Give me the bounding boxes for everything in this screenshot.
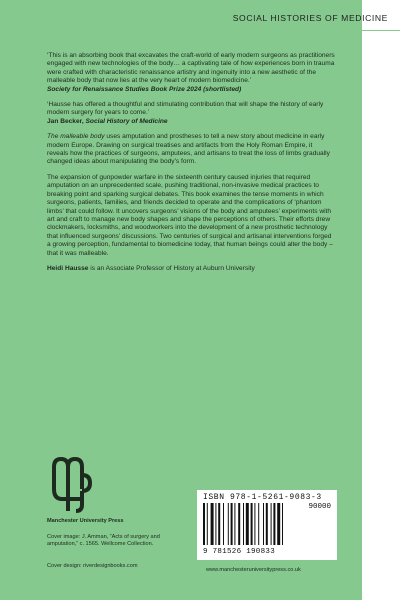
barcode-icon [203, 503, 303, 547]
author-bio [47, 265, 335, 273]
author-bio-text: is an Associate Professor of History at Auburn University [88, 264, 255, 272]
publisher-url: www.manchesteruniversitypress.co.uk [206, 567, 301, 573]
review-quote-2: ‘Hausse has offered a thoughtful and stimulating contribution that will shape the history of early modern surgery for years to come.’ [47, 101, 324, 117]
blurb-paragraph-1 [47, 133, 335, 167]
book-title-inline: The malleable body [47, 133, 105, 141]
mup-logo-icon [48, 455, 96, 515]
isbn-text: ISBN 978-1-5261-9083-3 [203, 493, 322, 502]
review-source-2 [47, 118, 335, 126]
author-name: Heidi Hausse [47, 264, 89, 272]
reviewer-name: Jan Becker, [47, 117, 84, 125]
review-quote-1: ‘This is an absorbing book that excavates the craft-world of early modern surgeons as practitioners engaged with new technologies of the body… a captivating tale of how experiences born in trauma were crafted with characteristic renaissance artistry and ingenuity into a new aesthetic of the malleable body that now lies at the very heart of modern biomedicine.’ [47, 52, 335, 85]
blurb-1-text: uses amputation and prostheses to tell a new story about medicine in early modern Europe. Drawing on surgical treatises and artifacts from the Holy Roman Empire, it reveals how the practices of surgeons, amputees, and artisans to treat the loss of limbs gradually changed ideas about manipulating the body’s form. [47, 133, 330, 166]
reviewer-journal: Social History of Medicine [85, 117, 168, 125]
cover-design-credit: Cover design: riverdesignbooks.com [47, 563, 138, 569]
barcode-panel [197, 490, 337, 560]
series-title: SOCIAL HISTORIES OF MEDICINE [232, 13, 388, 23]
publisher-name: Manchester University Press [47, 518, 124, 524]
review-source-1: Society for Renaissance Studies Book Prize 2024 (shortlisted) [47, 85, 242, 93]
barcode-number: 9 781526 190833 [203, 548, 276, 556]
blurb-paragraph-2: The expansion of gunpowder warfare in the sixteenth century caused injuries that required amputation on an unprecedented scale, pushing traditional, non-invasive medical practices to breaking point and sparking surgical debates. This book examines the tense moments in which surgeons, patients, families, and friends decided to operate and the complications of ‘phantom limbs’ that could follow. It uncovers surgeons’ visions of the body and amputees’ experiments with art and craft to manage new body shapes and shape the perceptions of others. Their efforts drew clockmakers, locksmiths, and woodworkers into the development of a new prosthetic technology that influenced surgeons’ discussions. Two centuries of surgical and artisanal interventions forged a growing perception, fundamental to biomedicine today, that human beings could alter the body – that it was malleable. [47, 173, 333, 257]
price-addon: 90000 [308, 503, 331, 511]
cover-image-credit: Cover image: J. Amman, “Acts of surgery and amputation,” c. 1565. Wellcome Collection. [47, 534, 160, 548]
right-margin [362, 0, 400, 600]
header-rule [0, 30, 400, 31]
back-cover-text [47, 52, 335, 280]
